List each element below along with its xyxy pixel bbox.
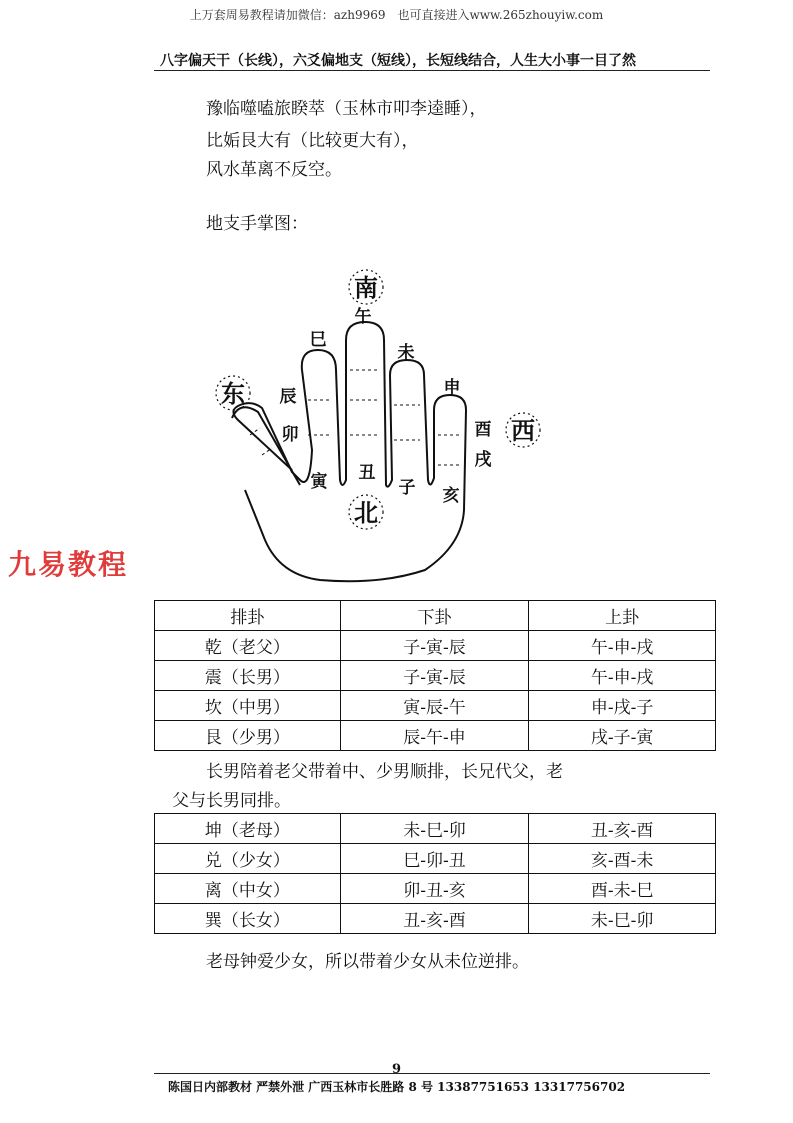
running-header: 八字偏天干（长线），六爻偏地支（短线），长短线结合，人生大小事一目了然 [160, 53, 636, 69]
page-number: 9 [391, 1062, 402, 1077]
table-cell: 巽（长女） [155, 904, 341, 934]
note-1-line-1: 长男陪着老父带着中、少男顺排，长兄代父，老 [206, 762, 563, 782]
top-notice: 上万套周易教程请加微信：azh9969 也可直接进入www.265zhouyiw.com [189, 8, 604, 22]
direction-west: 西 [511, 417, 535, 445]
table-cell: 午-申-戌 [529, 661, 716, 691]
header-cell: 排卦 [155, 601, 341, 631]
table-row [155, 721, 716, 751]
table-yang-trigrams [154, 600, 716, 751]
branch-hai: 亥 [442, 486, 460, 506]
table-cell: 未-巳-卯 [340, 814, 529, 844]
footer-rule [154, 1073, 710, 1074]
table-cell: 乾（老父） [155, 631, 341, 661]
branch-xu: 戌 [474, 450, 492, 470]
table-cell: 丑-亥-酉 [529, 814, 716, 844]
header-rule [154, 70, 710, 71]
branch-chou: 丑 [358, 463, 376, 483]
table-cell: 辰-午-申 [340, 721, 529, 751]
table-row [155, 814, 716, 844]
table-cell: 未-巳-卯 [529, 904, 716, 934]
branch-chen: 辰 [279, 387, 297, 407]
palm-outline [233, 322, 466, 581]
branch-mao: 卯 [281, 425, 299, 445]
hand-diagram [200, 250, 560, 595]
branch-shen: 申 [443, 378, 461, 398]
table-cell: 子-寅-辰 [340, 661, 529, 691]
note-1-line-2: 父与长男同排。 [172, 791, 291, 811]
note-2: 老母钟爱少女，所以带着少女从未位逆排。 [206, 952, 529, 972]
table-cell: 兑（少女） [155, 844, 341, 874]
branch-yin: 寅 [310, 472, 328, 492]
header-cell: 上卦 [529, 601, 716, 631]
table-cell: 申-戌-子 [529, 691, 716, 721]
diagram-title: 地支手掌图： [206, 214, 308, 234]
table-cell: 戌-子-寅 [529, 721, 716, 751]
direction-east: 东 [221, 380, 245, 408]
watermark: 九易教程 [8, 548, 129, 581]
table-row [155, 904, 716, 934]
footer: 陈国日内部教材 严禁外泄 广西玉林市长胜路 8 号 13387751653 13317756702 [167, 1080, 626, 1094]
direction-north: 北 [354, 499, 378, 527]
table-cell: 酉-未-巳 [529, 874, 716, 904]
table-cell: 寅-辰-午 [340, 691, 529, 721]
branch-wei: 未 [397, 343, 415, 363]
table-row [155, 874, 716, 904]
table-row [155, 661, 716, 691]
intro-line-1: 豫临噬嗑旅睽萃（玉林市叩李逵睡）， [206, 99, 487, 119]
branch-wu: 午 [354, 307, 372, 327]
branch-si: 巳 [309, 330, 327, 350]
branch-you: 酉 [474, 420, 492, 440]
intro-line-3: 风水革离不反空。 [206, 160, 342, 180]
table-cell: 卯-丑-亥 [340, 874, 529, 904]
table-row [155, 691, 716, 721]
table-header-row [155, 601, 716, 631]
table-cell: 艮（少男） [155, 721, 341, 751]
table-cell: 子-寅-辰 [340, 631, 529, 661]
branch-zi: 子 [398, 478, 416, 498]
table-cell: 亥-酉-未 [529, 844, 716, 874]
table-row [155, 631, 716, 661]
table-cell: 坎（中男） [155, 691, 341, 721]
table-row [155, 844, 716, 874]
intro-line-2: 比姤艮大有（比较更大有）， [206, 131, 419, 151]
table-cell: 丑-亥-酉 [340, 904, 529, 934]
table-cell: 巳-卯-丑 [340, 844, 529, 874]
table-cell: 离（中女） [155, 874, 341, 904]
table-cell: 坤（老母） [155, 814, 341, 844]
direction-south: 南 [354, 274, 378, 302]
table-yin-trigrams [154, 813, 716, 934]
header-cell: 下卦 [340, 601, 529, 631]
table-cell: 震（长男） [155, 661, 341, 691]
table-cell: 午-申-戌 [529, 631, 716, 661]
